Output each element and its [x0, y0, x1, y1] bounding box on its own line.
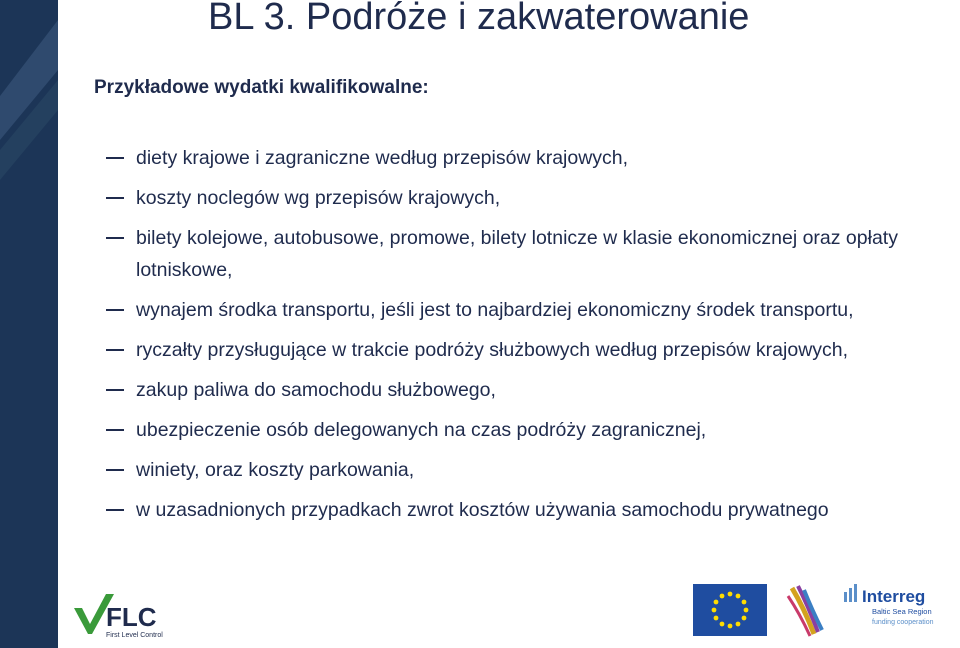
slide-title: BL 3. Podróże i zakwaterowanie	[208, 0, 750, 38]
slide-subtitle: Przykładowe wydatki kwalifikowalne:	[94, 77, 429, 98]
list-item: wynajem środka transportu, jeśli jest to najbardziej ekonomiczny środek transportu,	[106, 294, 926, 326]
dash-bullet-icon	[106, 429, 124, 431]
list-item: bilety kolejowe, autobusowe, promowe, bilety lotnicze w klasie ekonomicznej oraz opłaty lotniskowe,	[106, 222, 926, 286]
dash-bullet-icon	[106, 389, 124, 391]
list-item: ubezpieczenie osób delegowanych na czas podróży zagranicznej,	[106, 414, 926, 446]
dash-bullet-icon	[106, 197, 124, 199]
list-item: zakup paliwa do samochodu służbowego,	[106, 374, 926, 406]
dash-bullet-icon	[106, 237, 124, 239]
baltic-sea-region-icon	[784, 580, 830, 640]
list-item: ryczałty przysługujące w trakcie podróży służbowych według przepisów krajowych,	[106, 334, 926, 366]
dash-bullet-icon	[106, 469, 124, 471]
bullet-list	[106, 142, 926, 534]
interreg-logo-icon	[842, 582, 940, 632]
flc-logo-icon	[72, 590, 164, 640]
list-item: w uzasadnionych przypadkach zwrot kosztów używania samochodu prywatnego	[106, 494, 926, 526]
interreg-logo-line1: Baltic Sea Region	[872, 607, 932, 616]
flc-logo-text: FLC	[106, 602, 157, 632]
list-item: winiety, oraz koszty parkowania,	[106, 454, 926, 486]
eu-flag-icon	[693, 584, 767, 636]
list-item: koszty noclegów wg przepisów krajowych,	[106, 182, 926, 214]
dash-bullet-icon	[106, 309, 124, 311]
interreg-logo-line2: funding cooperation	[872, 619, 934, 626]
flc-logo-caption: First Level Control	[106, 632, 163, 639]
list-item: diety krajowe i zagraniczne według przepisów krajowych,	[106, 142, 926, 174]
interreg-logo-text: Interreg	[862, 587, 926, 606]
dash-bullet-icon	[106, 349, 124, 351]
dash-bullet-icon	[106, 157, 124, 159]
sidebar-decoration	[0, 0, 58, 648]
dash-bullet-icon	[106, 509, 124, 511]
